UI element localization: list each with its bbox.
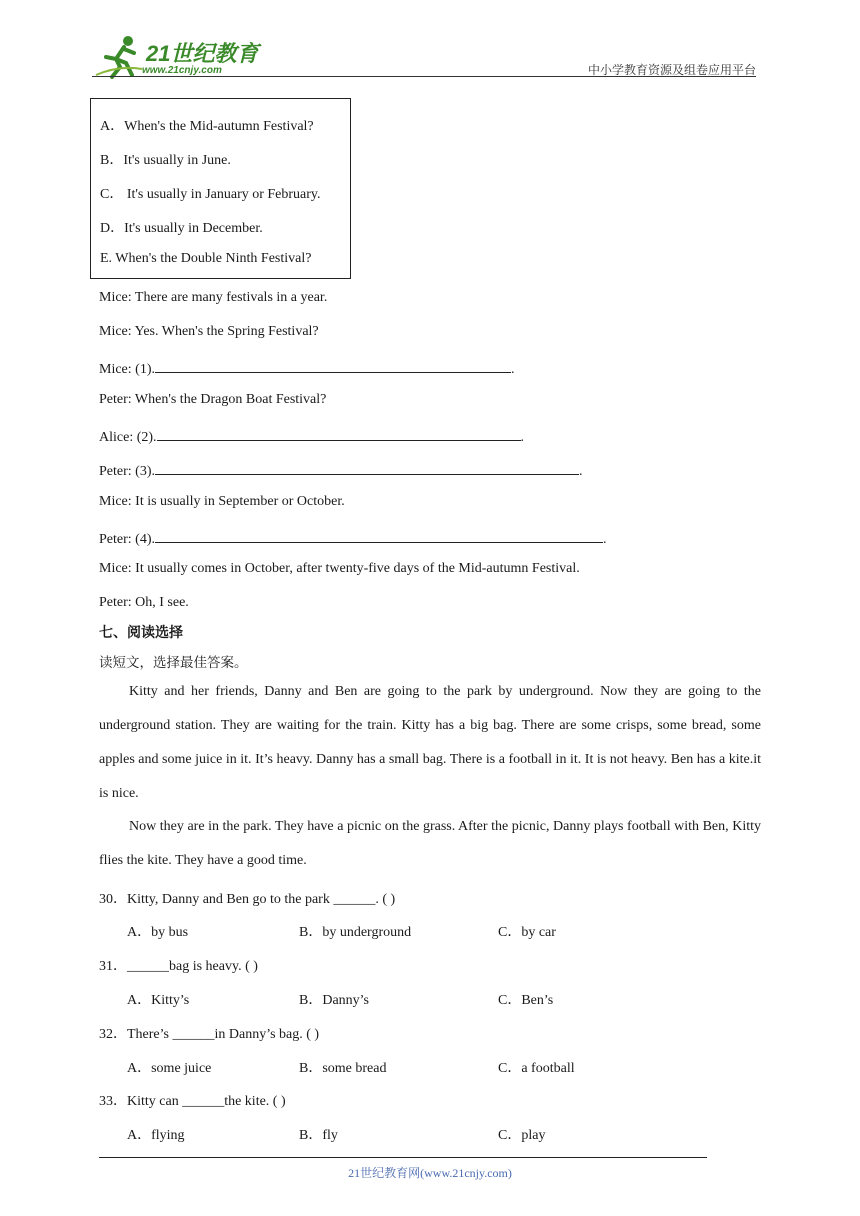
question-option[interactable]: A．flying [127,1128,185,1143]
question-option[interactable]: B．some bread [299,1061,387,1076]
passage-text: Kitty and her friends, Danny and Ben are going to the park by underground. Now they are going to the underground station. They are waiting for the train. Kitty has a big bag. There are some crisps, some bread, some apples and some juice in it. It’s heavy. Danny has a small bag. There is a football in it. It is not heavy. Ben has a kite.it is nice. [99,684,761,801]
dialogue-prefix: Mice: (1). [99,362,155,377]
passage-text: Now they are in the park. They have a picnic on the grass. After the picnic, Danny plays football with Ben, Kitty flies the kite. They have a good time. [99,819,761,868]
dialogue-prefix: Peter: (3). [99,464,155,479]
dialogue-suffix: . [520,430,525,445]
option-d: D．It's usually in December. [100,221,263,236]
question-option[interactable]: B．fly [299,1128,338,1143]
question-option[interactable]: C．a football [498,1061,575,1076]
platform-name: 中小学教育资源及组卷应用平台 [587,63,756,77]
dialogue-line: Mice: It is usually in September or October. [99,494,345,509]
dialogue-line-blank-3 [99,460,582,480]
question-stem: 32．There’s ______in Danny’s bag. ( ) [99,1027,320,1042]
answer-blank-4[interactable] [155,528,603,543]
question-option[interactable]: C．Ben’s [498,993,554,1008]
option-e: E. When's the Double Ninth Festival? [100,251,312,266]
question-option[interactable]: A．some juice [127,1061,212,1076]
answer-blank-3[interactable] [155,460,579,475]
footer-link[interactable]: 21世纪教育网(www.21cnjy.com) [348,1166,512,1180]
question-stem: 33．Kitty can ______the kite. ( ) [99,1094,286,1109]
header-divider [92,76,756,77]
dialogue-suffix: . [602,532,607,547]
dialogue-line: Mice: It usually comes in October, after twenty-five days of the Mid-autumn Festival. [99,561,580,576]
question-option[interactable]: C．by car [498,925,556,940]
question-option[interactable]: B．Danny’s [299,993,369,1008]
dialogue-line: Mice: Yes. When's the Spring Festival? [99,324,319,339]
runner-icon [94,35,144,79]
dialogue-line: Mice: There are many festivals in a year. [99,290,328,305]
answer-blank-1[interactable] [155,358,511,373]
footer-divider [99,1157,707,1158]
section-title: 七、阅读选择 [99,625,183,641]
dialogue-line-blank-2 [99,426,524,446]
question-option[interactable]: B．by underground [299,925,412,940]
dialogue-line-blank-1 [99,358,514,378]
dialogue-line: Peter: When's the Dragon Boat Festival? [99,392,327,407]
dialogue-line-blank-4 [99,528,606,548]
question-stem: 30．Kitty, Danny and Ben go to the park ______. ( ) [99,892,396,907]
option-c: C． It's usually in January or February. [100,187,321,202]
dialogue-suffix: . [510,362,515,377]
option-b: B．It's usually in June. [100,153,231,168]
option-a: A．When's the Mid-autumn Festival? [100,119,314,134]
question-option[interactable]: A．Kitty’s [127,993,190,1008]
logo-url: www.21cnjy.com [142,65,222,76]
question-option[interactable]: A．by bus [127,925,189,940]
passage-paragraph-1 [99,675,761,811]
dialogue-prefix: Alice: (2). [99,430,157,445]
answer-blank-2[interactable] [157,426,521,441]
options-box [90,98,351,279]
question-stem: 31．______bag is heavy. ( ) [99,959,258,974]
question-option[interactable]: C．play [498,1128,546,1143]
site-logo [94,35,264,79]
dialogue-prefix: Peter: (4). [99,532,155,547]
logo-text: 21世纪教育 [146,41,259,66]
passage-paragraph-2 [99,810,761,878]
dialogue-suffix: . [578,464,583,479]
section-instruction: 读短文，选择最佳答案。 [99,655,248,671]
dialogue-line: Peter: Oh, I see. [99,595,189,610]
